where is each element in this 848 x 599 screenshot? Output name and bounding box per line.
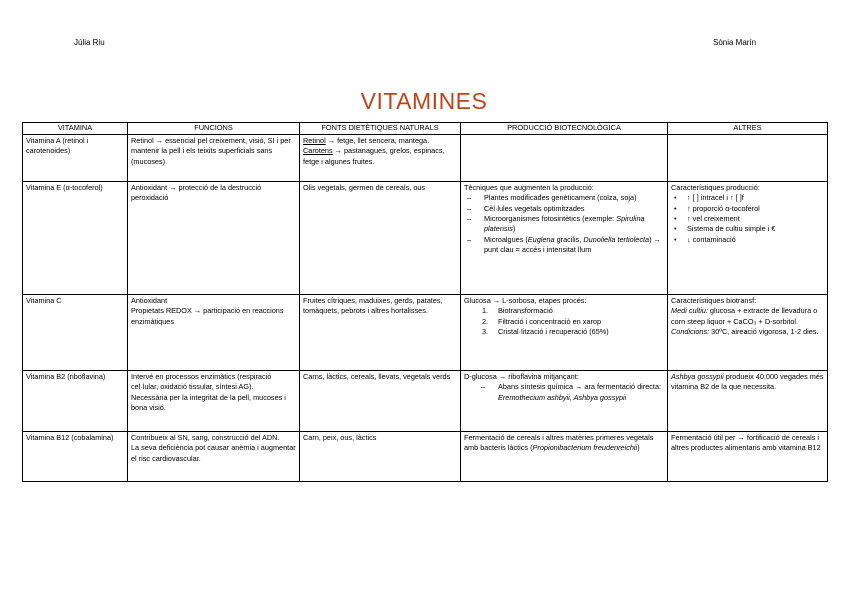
header-vitamina: VITAMINA	[23, 123, 128, 135]
list-item	[464, 306, 664, 316]
vitamins-table	[22, 122, 828, 482]
list-item	[464, 214, 664, 235]
fonts-retinol-text: → fetge, llet sencera, mantega.	[325, 136, 430, 145]
list-item: – Plantes modificades genèticament (colza, soja)	[464, 193, 664, 203]
header-fonts: FONTS DIETÈTIQUES NATURALS	[300, 123, 461, 135]
table-row	[23, 182, 828, 295]
table-row	[23, 432, 828, 482]
fonts-carotens-text: → pastanagues, grelos, espinacs, fetge i algunes fruites.	[303, 146, 445, 166]
list-item-tail: )	[512, 224, 516, 234]
step-text: Biotransformació	[498, 306, 553, 316]
page-title: VITAMINES	[360, 88, 488, 114]
author-right: Sònia Marín	[713, 38, 757, 47]
produccio-cell	[461, 182, 668, 295]
table-row	[23, 295, 828, 371]
produccio-intro: Tècniques que augmenten la producció:	[464, 183, 594, 192]
table-row	[23, 135, 828, 182]
funcions-text: Contribueix al SN, sang, construcció del ADN.	[131, 433, 280, 442]
condicions-label: Condicions:	[671, 327, 710, 337]
vitamin-name: Vitamina B2 (riboflavina)	[23, 371, 128, 432]
produccio-text: Fermentació de cereals i altres matèries primeres vegetals amb bacteris làctics (	[464, 433, 654, 453]
produccio-steps	[464, 306, 664, 337]
altres-medi	[671, 306, 824, 327]
step-number: 3.	[482, 327, 489, 337]
table-row	[23, 371, 828, 432]
header-altres: ALTRES	[668, 123, 828, 135]
produccio-cell	[461, 432, 668, 482]
species-name: Spirulina platensis	[484, 214, 645, 234]
list-item	[464, 317, 664, 327]
list-item: • ↑ proporció α-tocoferol	[671, 204, 824, 214]
produccio-intro: Glucosa → L-sorbosa, etapes procés:	[464, 296, 587, 305]
funcions-cell	[128, 371, 300, 432]
list-item: • ↑ [ ] intracel i ↑ [ ]f	[671, 193, 824, 203]
list-item: • Sistema de cultiu simple i €	[671, 224, 824, 234]
produccio-list	[464, 193, 664, 255]
produccio-tail: )	[637, 443, 640, 453]
fonts-retinol-label: Retinol	[303, 136, 326, 145]
species-name: Propionibacterium freudenreichii	[532, 443, 638, 453]
species-name: Euglena	[527, 234, 555, 244]
step-number: 2.	[482, 316, 489, 326]
list-item: – Cèl·lules vegetals optimitzades	[464, 204, 664, 214]
step-number: 1.	[482, 306, 489, 316]
produccio-cell	[461, 135, 668, 182]
list-item-tail: ) → punt clau = accés i intensitat llum	[484, 234, 661, 255]
fonts-cell: Carn, peix, ous, làctics	[300, 432, 461, 482]
funcions-text: Retinol → essencial pel creixement, visió, SI i per mantenir la pell i els teixits superficials sans (mucoses)	[131, 136, 291, 166]
list-item-text: Microalgues (	[484, 234, 528, 244]
vitamin-name: Vitamina E (α-tocoferol)	[23, 182, 128, 295]
fonts-cell: Olis vegetals, germen de cereals, ous	[300, 182, 461, 295]
fonts-carotens-label: Carotens	[303, 146, 333, 156]
vitamin-name: Vitamina B12 (cobalamina)	[23, 432, 128, 482]
altres-text: produeix 40.000 vegades més vitamina B2 de la que necessita.	[671, 372, 824, 392]
species-name: Dunoliella tertiolecta	[583, 234, 650, 244]
funcions-cell	[128, 295, 300, 371]
altres-cell	[668, 295, 828, 371]
funcions-text: Necessària per la integritat de la pell, mucoses i bona visió.	[131, 392, 286, 413]
table-header-row	[23, 123, 828, 135]
funcions-cell	[128, 135, 300, 182]
funcions-text: La seva deficiència pot causar anèmia i augmentar el risc cardiovascular.	[131, 443, 296, 463]
step-text: Cristal·lització i recuperació (65%)	[498, 327, 609, 337]
medi-text: glucosa + extracte de llevadura o corn steep liquor + CaCO₃ + D-sorbitol.	[671, 306, 818, 326]
fonts-cell	[300, 135, 461, 182]
list-item	[464, 327, 664, 337]
altres-cell	[668, 371, 828, 432]
list-item: • ↓ contaminació	[671, 235, 824, 245]
altres-cell	[668, 182, 828, 295]
list-item	[478, 382, 664, 403]
altres-cell: Fermentació útil per → fortificació de cereals i altres productes alimentaris amb vitamina B12	[668, 432, 828, 482]
produccio-cell	[461, 295, 668, 371]
vitamin-name: Vitamina C	[23, 295, 128, 371]
altres-intro: Característiques biotransf:	[671, 296, 757, 305]
produccio-cell	[461, 371, 668, 432]
condicions-text: 30ºC, aireació vigorosa, 1-2 dies.	[709, 327, 819, 337]
list-item-mid: gracilis,	[554, 234, 584, 244]
produccio-intro: D-glucosa → riboflavina mitjançant:	[464, 372, 579, 381]
funcions-text: Antioxidant	[131, 296, 168, 305]
header-produccio: PRODUCCIÓ BIOTECNOLÒGICA	[461, 123, 668, 135]
funcions-cell	[128, 432, 300, 482]
author-left: Júlia Riu	[74, 38, 105, 47]
altres-condicions	[671, 327, 824, 337]
fonts-cell: Carns, làctics, cereals, llevats, vegetals verds	[300, 371, 461, 432]
funcions-text: Propietats REDOX → participació en reaccions enzimàtiques	[131, 306, 284, 326]
list-item: • ↑ vel creixement	[671, 214, 824, 224]
funcions-cell	[128, 182, 300, 295]
fonts-cell: Fruites cítriques, maduixes, gerds, patates, tomàquets, pebrots i altres hortalisses.	[300, 295, 461, 371]
altres-cell	[668, 135, 828, 182]
list-item-text: Abans síntesis química → ara fermentació directa:	[498, 382, 662, 392]
vitamin-name: Vitamina A (retinol i carotenoides)	[23, 135, 128, 182]
species-name: Ashbya gossypii	[671, 372, 724, 381]
altres-intro: Característiques producció:	[671, 183, 760, 192]
altres-list	[671, 193, 824, 245]
list-item	[464, 235, 664, 256]
list-item-text: Microorganismes fotosintètics (exemple:	[484, 214, 617, 224]
funcions-text: Antioxidant → protecció de la destrucció peroxidació	[131, 183, 262, 203]
medi-label: Medi cultiu:	[671, 306, 708, 316]
species-name: Eremothecium ashbyii, Ashbya gossypii	[498, 392, 627, 402]
funcions-text: Intervé en processos enzimàtics (respiració cel·lular, oxidació tissular, síntesi AG).	[131, 372, 272, 392]
produccio-list	[464, 382, 664, 403]
header-funcions: FUNCIONS	[128, 123, 300, 135]
step-text: Filtració i concentració en xarop	[498, 316, 602, 326]
